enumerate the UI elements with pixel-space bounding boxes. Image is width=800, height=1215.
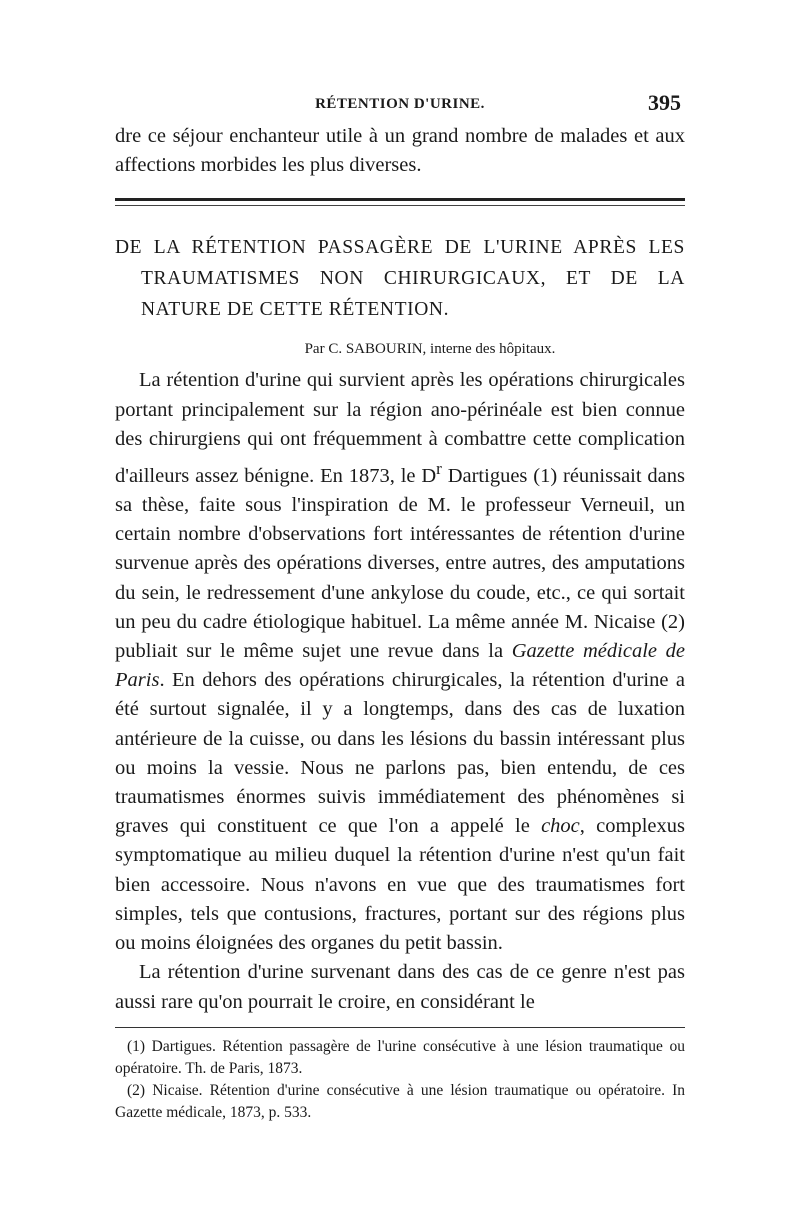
paragraph-1 <box>115 366 685 958</box>
journal-title: Gazette médicale de Paris <box>115 640 685 692</box>
paragraph-1-text-d: , complexus symptomatique au milieu duquel la rétention d'urine n'est qu'un fait bien accessoire. Nous n'avons en vue que des traumatismes fort simples, tels que contusions, fractures, portant sur des régions plus ou moins éloignées des organes du petit bassin. <box>115 815 685 955</box>
article-title: DE LA RÉTENTION PASSAGÈRE DE L'URINE APRÈS LES TRAUMATISMES NON CHIRURGICAUX, ET DE LA NATURE DE CETTE RÉTENTION. <box>115 237 685 321</box>
running-title: RÉTENTION D'URINE. <box>315 96 485 112</box>
footnote-2: (2) Nicaise. Rétention d'urine consécutive à une lésion traumatique ou opératoire. In Gazette médicale, 1873, p. 533. <box>115 1081 685 1121</box>
footnote-1: (1) Dartigues. Rétention passagère de l'urine consécutive à une lésion traumatique ou opératoire. Th. de Paris, 1873. <box>115 1037 685 1077</box>
article-byline: Par C. SABOURIN, interne des hôpitaux. <box>304 341 556 358</box>
paragraph-1-text-a: La rétention d'urine qui survient après les opérations chirurgicales portant principalement sur la région ano-périnéale est bien connue des chirurgiens qui ont fréquemment à combattre cette complication d'ailleurs assez bénigne. En 1873, le D <box>115 369 685 487</box>
paragraph-2: La rétention d'urine survenant dans des cas de ce genre n'est pas aussi rare qu'on pourrait le croire, en considérant le <box>115 961 685 1013</box>
doctor-superscript: r <box>436 459 442 479</box>
running-head <box>115 90 685 122</box>
paragraph-1-text-b: Dartigues (1) réunissait dans sa thèse, faite sous l'inspiration de M. le professeur Verneuil, un certain nombre d'observations fort intéressantes de rétention d'urine survenue après des opérations diverses, entre autres, des amputations du sein, le redressement d'une ankylose du coude, etc., ce qui sortait un peu du cadre étiologique habituel. La même année M. Nicaise (2) publiait sur le même sujet une revue dans la <box>115 464 685 663</box>
footnote-rule <box>115 1027 685 1028</box>
section-divider <box>115 198 685 206</box>
footnotes <box>115 1036 685 1124</box>
intro-paragraph: dre ce séjour enchanteur utile à un grand nombre de malades et aux affections morbides les plus diverses. <box>115 125 685 177</box>
choc-term: choc <box>541 815 580 838</box>
paragraph-1-text-c: . En dehors des opérations chirurgicales, la rétention d'urine a été surtout signalée, il y a longtemps, dans des cas de luxation antérieure de la cuisse, ou dans les lésions du bassin intéressant plus ou moins la vessie. Nous ne parlons pas, bien entendu, de ces traumatismes énormes suivis immédiatement des phénomènes si graves qui constituent ce que l'on a appelé le <box>115 669 685 838</box>
book-page <box>115 90 685 1124</box>
page-number: 395 <box>648 90 681 115</box>
